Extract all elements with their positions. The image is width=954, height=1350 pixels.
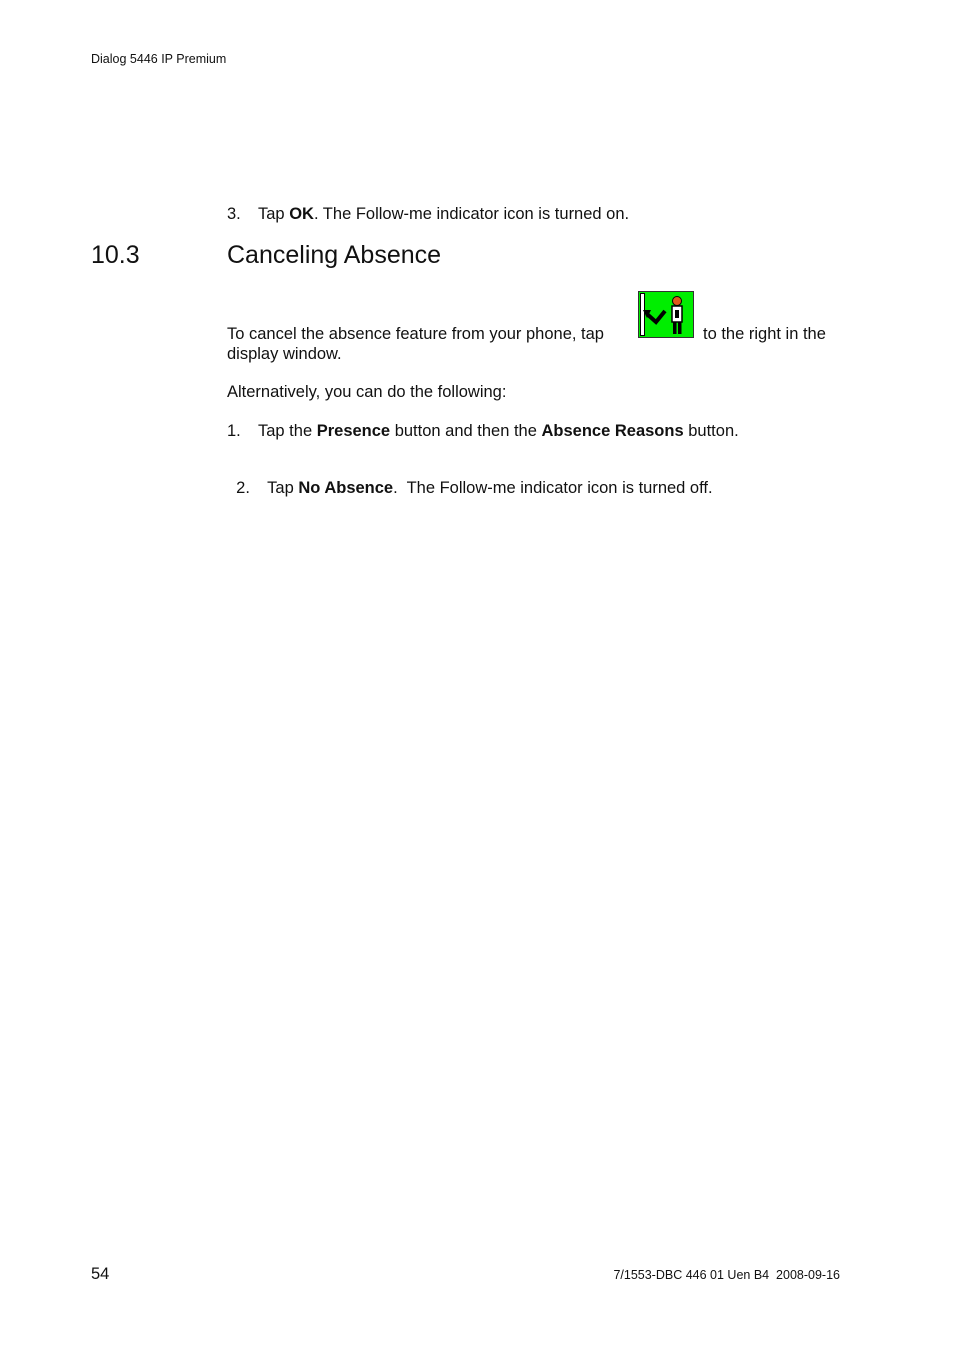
presence-button-ref: Presence	[316, 422, 391, 440]
intro-line-1-end: to the right in the	[703, 325, 826, 343]
step-1: 1. Tap the Presence button and then the Absence Reasons button.	[227, 422, 739, 440]
step-2: 2. Tap No Absence. The Follow-me indicator icon is turned off.	[236, 479, 713, 497]
intro-line-2: display window.	[227, 345, 342, 363]
step-number: 1.	[227, 422, 241, 440]
follow-me-icon-graphic	[639, 292, 693, 337]
step-3: 3. Tap OK. The Follow-me indicator icon is turned on.	[227, 205, 630, 223]
step-number: 2.	[236, 479, 250, 497]
section-title: Canceling Absence	[227, 241, 442, 269]
section-number: 10.3	[91, 241, 140, 269]
ok-button-ref: OK	[289, 205, 314, 223]
document-id: 7/1553-DBC 446 01 Uen B4 2008-09-16	[613, 1268, 840, 1282]
absence-reasons-button-ref: Absence Reasons	[541, 422, 684, 440]
alternative-text: Alternatively, you can do the following:	[227, 383, 507, 401]
running-header: Dialog 5446 IP Premium	[91, 52, 227, 66]
no-absence-button-ref: No Absence	[298, 479, 394, 497]
step-number: 3.	[227, 205, 241, 223]
follow-me-icon[interactable]	[638, 291, 694, 338]
page-number: 54	[91, 1265, 110, 1283]
intro-line-1: To cancel the absence feature from your phone, tap	[227, 325, 604, 343]
